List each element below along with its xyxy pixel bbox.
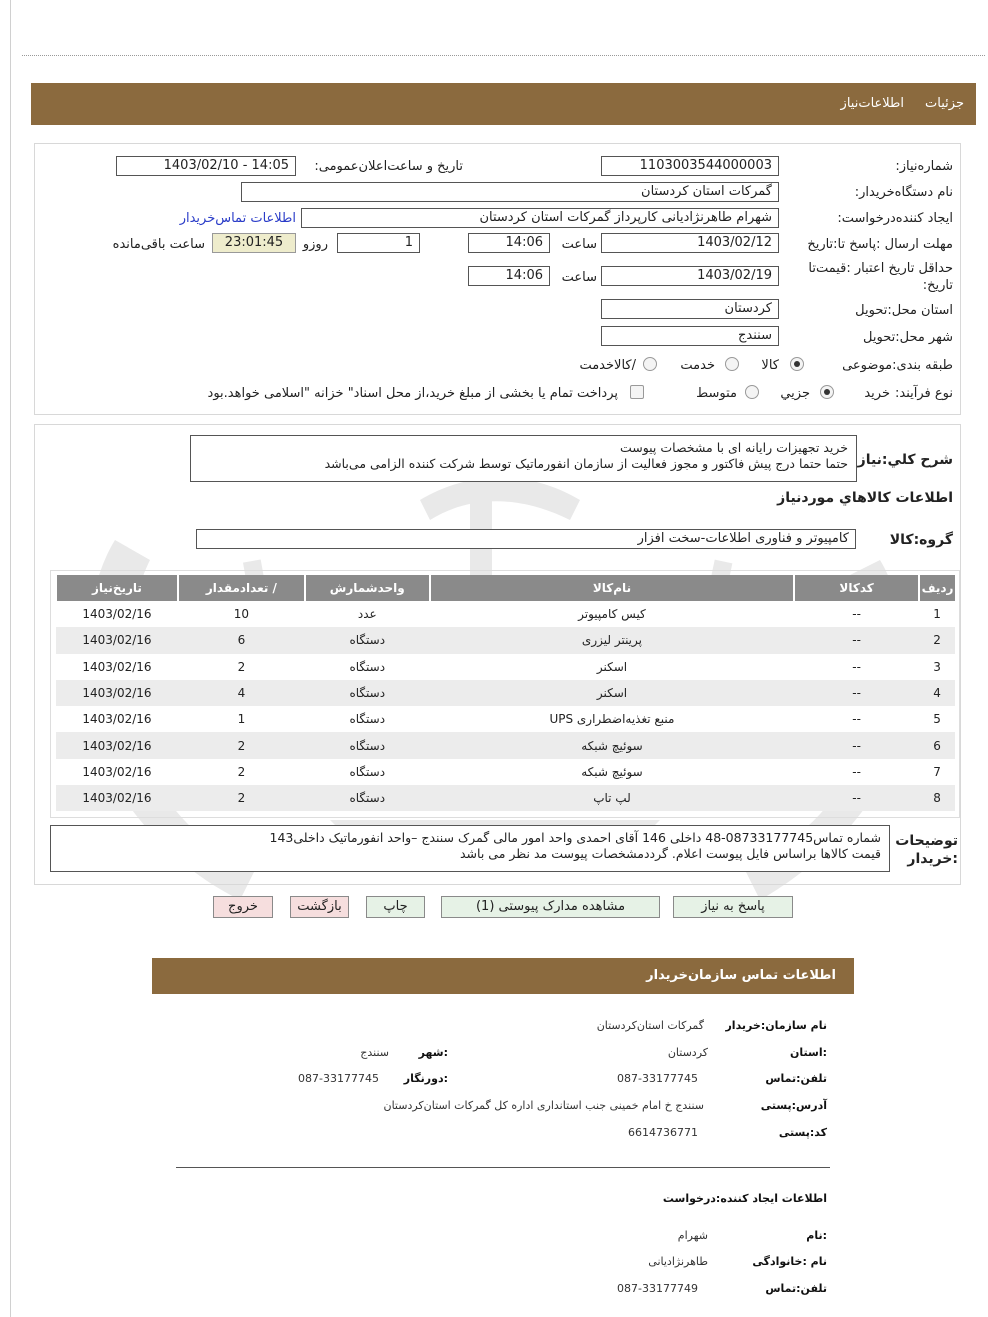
cell-name: لپ تاپ bbox=[430, 785, 794, 811]
cell-row: 1 bbox=[919, 601, 955, 627]
process-small-label: جزیي bbox=[780, 386, 810, 401]
description-line-2: حتما حتما درج پیش فاکتور و مجوز فعالیت از سازمان انفورماتیک توسط شرکت کننده الزامی می‌باشد bbox=[324, 456, 848, 471]
category-service-radio[interactable] bbox=[725, 357, 739, 371]
contact-city-value: سنندج bbox=[360, 1046, 389, 1059]
creator-field: شهرام طاهرنژادیانی کارپرداز گمرکات استان کردستان bbox=[301, 208, 779, 228]
cell-name: کیس کامپیوتر bbox=[430, 601, 794, 627]
cell-date: 1403/02/16 bbox=[56, 732, 178, 758]
table-row bbox=[56, 654, 955, 680]
contact-address-value: سنندج خ امام خمینی جنب استانداری اداره کل گمرکات استان‌کردستان bbox=[383, 1099, 704, 1112]
contact-province-value: کردستان bbox=[667, 1046, 708, 1059]
description-line-1: خرید تجهیزات رایانه ای با مشخصات پیوست bbox=[619, 440, 848, 455]
day-label: روزو bbox=[302, 237, 328, 252]
contact-address-label: آدرس:پستی bbox=[760, 1099, 827, 1112]
cell-row: 4 bbox=[919, 680, 955, 706]
need-number-field: 1103003544000003 bbox=[601, 156, 779, 176]
cell-date: 1403/02/16 bbox=[56, 601, 178, 627]
need-number-label: شماره‌نیاز: bbox=[895, 159, 953, 174]
table-row bbox=[56, 680, 955, 706]
creator-label: ایجاد کننده‌درخواست: bbox=[837, 211, 953, 226]
goods-group-label: گروه:کالا bbox=[889, 532, 953, 548]
cell-code: -- bbox=[794, 759, 919, 785]
announce-label: تاریخ و ساعت‌اعلان‌عمومی: bbox=[314, 159, 463, 174]
announce-field: 1403/02/10 - 14:05 bbox=[116, 156, 296, 176]
creator-phone-label: تلفن:تماس bbox=[765, 1282, 827, 1295]
buyer-notes-line-1: شماره تماس08733177745-48 داخلی 146 آقای احمدی واحد امور مالی گمرک سنندج –واحد انفورماتیک داخلی143 bbox=[269, 830, 881, 845]
category-goods-label: کالا bbox=[761, 358, 779, 373]
category-goods-radio[interactable] bbox=[790, 357, 804, 371]
validity-time-field: 14:06 bbox=[468, 266, 550, 286]
contact-postal-value: 6614736771 bbox=[628, 1126, 698, 1139]
reply-button[interactable]: پاسخ به نیاز bbox=[673, 896, 793, 918]
cell-unit: دستگاه bbox=[305, 732, 430, 758]
cell-date: 1403/02/16 bbox=[56, 627, 178, 653]
buyer-notes-label: توضیحات :خریدار bbox=[895, 833, 958, 867]
description-label: شرح کلي:نیاز bbox=[857, 452, 953, 468]
cell-unit: دستگاه bbox=[305, 627, 430, 653]
cell-qty: 6 bbox=[178, 627, 305, 653]
table-row bbox=[56, 759, 955, 785]
creator-family-label: نام :خانوادگی bbox=[752, 1255, 827, 1268]
cell-row: 7 bbox=[919, 759, 955, 785]
cell-code: -- bbox=[794, 601, 919, 627]
remaining-time-field: 23:01:45 bbox=[212, 233, 296, 253]
creator-phone-value: 087-33177749 bbox=[617, 1282, 698, 1295]
deadline-hour-label: ساعت bbox=[561, 237, 597, 252]
col-code-header: کدکالا bbox=[794, 575, 919, 601]
table-row bbox=[56, 601, 955, 627]
cell-date: 1403/02/16 bbox=[56, 785, 178, 811]
validity-hour-label: ساعت bbox=[561, 270, 597, 285]
contact-title: اطلاعات تماس سازمان‌خریدار bbox=[646, 968, 836, 983]
cell-unit: دستگاه bbox=[305, 785, 430, 811]
back-button[interactable]: بازگشت bbox=[290, 896, 349, 918]
cell-qty: 4 bbox=[178, 680, 305, 706]
contact-postal-label: کد:پستی bbox=[778, 1126, 827, 1139]
details-header-bar bbox=[31, 83, 976, 125]
process-small-radio[interactable] bbox=[820, 385, 834, 399]
col-name-header: نام‌کالا bbox=[430, 575, 794, 601]
contact-header-bar bbox=[152, 958, 854, 994]
col-row-header: ردیف bbox=[919, 575, 955, 601]
description-box bbox=[190, 435, 857, 482]
contact-city-label: :شهر bbox=[418, 1046, 448, 1059]
process-medium-radio[interactable] bbox=[745, 385, 759, 399]
cell-row: 3 bbox=[919, 654, 955, 680]
validity-date-field: 1403/02/19 bbox=[601, 266, 779, 286]
deadline-time-field: 14:06 bbox=[468, 233, 550, 253]
cell-code: -- bbox=[794, 785, 919, 811]
goods-group-field: کامپیوتر و فناوری اطلاعات-سخت افزار bbox=[196, 529, 856, 549]
cell-qty: 2 bbox=[178, 785, 305, 811]
category-both-label: /کالاخدمت bbox=[579, 358, 636, 373]
cell-name: پرینتر لیزری bbox=[430, 627, 794, 653]
cell-date: 1403/02/16 bbox=[56, 759, 178, 785]
buyer-org-label: نام دستگاه‌خریدار: bbox=[854, 185, 953, 200]
contact-fax-label: :دورنگار bbox=[403, 1072, 448, 1085]
cell-qty: 10 bbox=[178, 601, 305, 627]
table-row bbox=[56, 785, 955, 811]
table-row bbox=[56, 732, 955, 758]
treasury-payment-note: پرداخت تمام یا بخشی از مبلغ خرید،از محل اسناد" خزانه "اسلامی خواهد.بود bbox=[207, 386, 618, 401]
cell-qty: 2 bbox=[178, 732, 305, 758]
contact-org-label: نام سازمان:خریدار bbox=[725, 1019, 827, 1032]
cell-code: -- bbox=[794, 706, 919, 732]
cell-name: سوئیچ شبکه bbox=[430, 759, 794, 785]
province-field: کردستان bbox=[601, 299, 779, 319]
contact-fax-value: 087-33177745 bbox=[298, 1072, 379, 1085]
days-field: 1 bbox=[337, 233, 420, 253]
buyer-contact-link[interactable]: اطلاعات تماس‌خریدار bbox=[179, 211, 296, 226]
treasury-payment-checkbox[interactable] bbox=[630, 385, 644, 399]
cell-row: 5 bbox=[919, 706, 955, 732]
cell-unit: دستگاه bbox=[305, 654, 430, 680]
remaining-label: ساعت باقی‌مانده bbox=[112, 237, 205, 252]
city-label: شهر محل:تحویل bbox=[863, 330, 953, 345]
contact-phone-label: تلفن:تماس bbox=[765, 1072, 827, 1085]
exit-button[interactable]: خروج bbox=[213, 896, 273, 918]
category-label: طبقه بندی:موضوعی bbox=[842, 358, 953, 373]
goods-info-title: اطلاعات کالاهاي مورد‌نیاز bbox=[777, 490, 953, 506]
contact-province-label: :استان bbox=[790, 1046, 827, 1059]
cell-qty: 1 bbox=[178, 706, 305, 732]
deadline-date-field: 1403/02/12 bbox=[601, 233, 779, 253]
contact-org-value: گمرکات استان‌کردستان bbox=[596, 1019, 704, 1032]
cell-name: اسکنر bbox=[430, 654, 794, 680]
tab-details[interactable]: جزئیات bbox=[925, 96, 964, 111]
cell-row: 6 bbox=[919, 732, 955, 758]
process-label: نوع فرآیند: bbox=[895, 386, 953, 401]
buyer-org-field: گمرکات استان کردستان bbox=[241, 182, 779, 202]
creator-name-value: شهرام bbox=[677, 1229, 708, 1242]
table-row bbox=[56, 627, 955, 653]
creator-name-label: :نام bbox=[806, 1229, 827, 1242]
buyer-notes-line-2: قیمت کالاها براساس فایل پیوست اعلام. گردد‌مشخصات پیوست مد نظر می باشد bbox=[459, 846, 881, 861]
city-field: سنندج bbox=[601, 326, 779, 346]
view-documents-button[interactable]: مشاهده مدارک پیوستی (1) bbox=[441, 896, 660, 918]
category-both-radio[interactable] bbox=[643, 357, 657, 371]
cell-name: سوئیچ شبکه bbox=[430, 732, 794, 758]
cell-row: 8 bbox=[919, 785, 955, 811]
cell-row: 2 bbox=[919, 627, 955, 653]
cell-name: منبع تغذیه‌اضطراری UPS bbox=[430, 706, 794, 732]
category-service-label: خدمت bbox=[680, 358, 715, 373]
tab-need-info[interactable]: اطلاعات‌نیاز bbox=[840, 96, 904, 111]
buyer-notes-box bbox=[50, 825, 890, 872]
process-buy-label: خرید bbox=[864, 386, 890, 401]
cell-unit: دستگاه bbox=[305, 759, 430, 785]
cell-unit: دستگاه bbox=[305, 706, 430, 732]
cell-code: -- bbox=[794, 680, 919, 706]
cell-qty: 2 bbox=[178, 654, 305, 680]
col-unit-header: واحد‌شمارش bbox=[305, 575, 430, 601]
cell-code: -- bbox=[794, 627, 919, 653]
process-medium-label: متوسط bbox=[696, 386, 737, 401]
cell-date: 1403/02/16 bbox=[56, 706, 178, 732]
validity-label: حداقل تاریخ اعتبار :قیمت‌تا تاریخ: bbox=[808, 261, 953, 293]
cell-date: 1403/02/16 bbox=[56, 654, 178, 680]
cell-unit: عدد bbox=[305, 601, 430, 627]
contact-divider bbox=[176, 1167, 830, 1168]
cell-unit: دستگاه bbox=[305, 680, 430, 706]
cell-name: اسکنر bbox=[430, 680, 794, 706]
items-table-header bbox=[56, 575, 955, 601]
table-row bbox=[56, 706, 955, 732]
print-button[interactable]: چاپ bbox=[366, 896, 425, 918]
col-date-header: تاریخ‌نیاز bbox=[56, 575, 178, 601]
creator-info-title: اطلاعات ایجاد کننده:درخواست bbox=[662, 1192, 827, 1205]
cell-code: -- bbox=[794, 654, 919, 680]
deadline-label: مهلت ارسال :پاسخ تا:تاریخ bbox=[807, 237, 953, 252]
creator-family-value: طاهرنژادیانی bbox=[648, 1255, 708, 1268]
cell-date: 1403/02/16 bbox=[56, 680, 178, 706]
cell-code: -- bbox=[794, 732, 919, 758]
items-table bbox=[55, 575, 955, 811]
cell-qty: 2 bbox=[178, 759, 305, 785]
col-qty-header: / تعداد‌مقدار bbox=[178, 575, 305, 601]
province-label: استان محل:تحویل bbox=[855, 303, 953, 318]
contact-phone-value: 087-33177745 bbox=[617, 1072, 698, 1085]
